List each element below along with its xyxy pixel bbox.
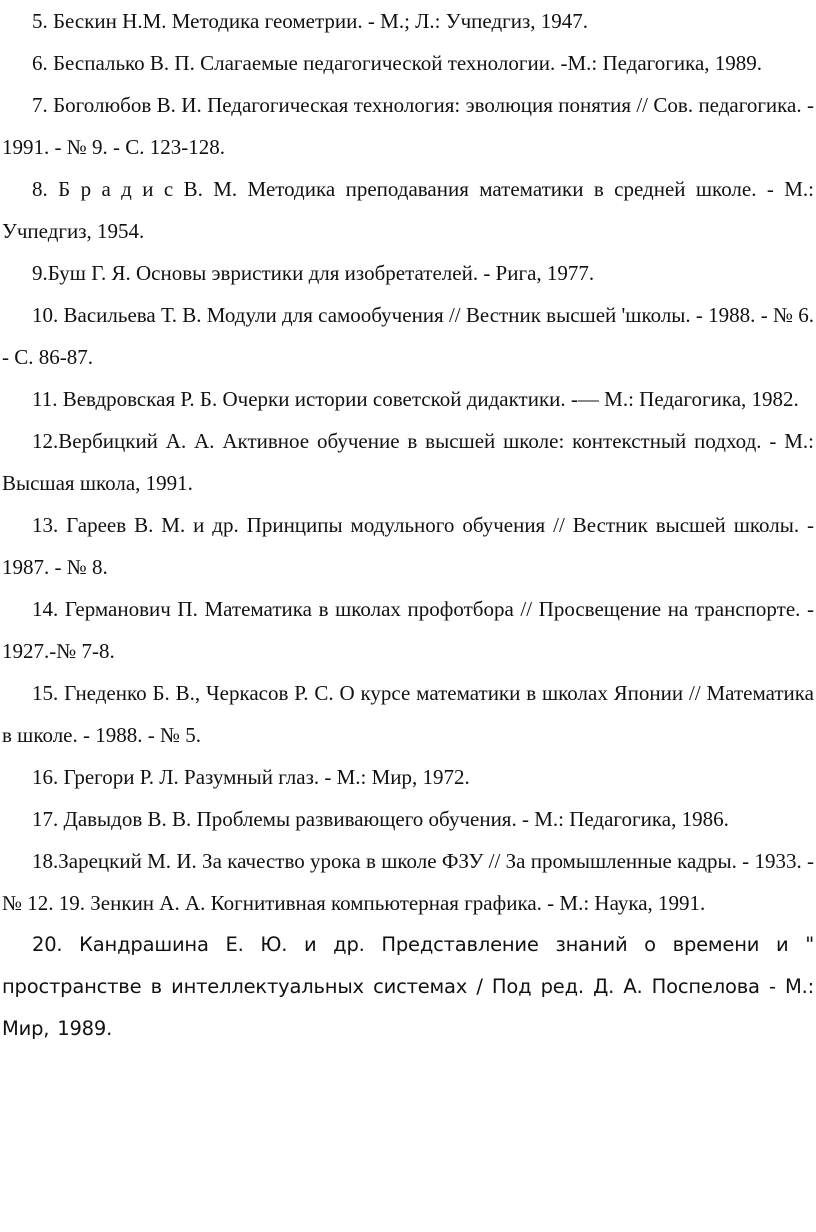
reference-item: 8. Б р а д и с В. М. Методика преподавания математики в средней школе. - М.: Учпедгиз, 1954. (2, 177, 814, 243)
reference-item: 9.Буш Г. Я. Основы эвристики для изобретателей. - Рига, 1977. (32, 261, 595, 285)
reference-item: 18.Зарецкий М. И. За качество урока в школе ФЗУ // За промышленные кадры. - 1933. - № 12. 19. Зенкин А. А. Когнитивная компьютерная графика. - М.: Наука, 1991. (2, 849, 814, 915)
reference-item: 10. Васильева Т. В. Модули для самообучения // Вестник высшей 'школы. - 1988. - № 6. - С. 86-87. (2, 303, 814, 369)
reference-item: 6. Беспалько В. П. Слагаемые педагогической технологии. -М.: Педагогика, 1989. (32, 51, 763, 75)
reference-item: 17. Давыдов В. В. Проблемы развивающего обучения. - М.: Педагогика, 1986. (32, 807, 729, 831)
reference-item: 13. Гареев В. М. и др. Принципы модульного обучения // Вестник высшей школы. - 1987. - № 8. (2, 513, 814, 579)
reference-item: 7. Боголюбов В. И. Педагогическая технология: эволюция понятия // Сов. педагогика. - 1991. - № 9. - С. 123-128. (2, 93, 814, 159)
reference-item: 5. Бескин Н.М. Методика геометрии. - М.; Л.: Учпедгиз, 1947. (32, 9, 589, 33)
reference-item: 16. Грегори Р. Л. Разумный глаз. - М.: Мир, 1972. (32, 765, 470, 789)
reference-item: 12.Вербицкий А. А. Активное обучение в высшей школе: контекстный подход. - М.: Высшая школа, 1991. (2, 429, 814, 495)
reference-item: 14. Германович П. Математика в школах профотбора // Просвещение на транспорте. - 1927.-№ 7-8. (2, 597, 814, 663)
reference-item: 20. Кандрашина Е. Ю. и др. Представление знаний о времени и " пространстве в интеллектуальных системах / Под ред. Д. А. Поспелова - М.: Мир, 1989. (2, 933, 814, 1040)
reference-item: 11. Вевдровская Р. Б. Очерки истории советской дидактики. -— М.: Педагогика, 1982. (32, 387, 799, 411)
reference-item: 15. Гнеденко Б. В., Черкасов Р. С. О курсе математики в школах Японии // Математика в школе. - 1988. - № 5. (2, 681, 814, 747)
